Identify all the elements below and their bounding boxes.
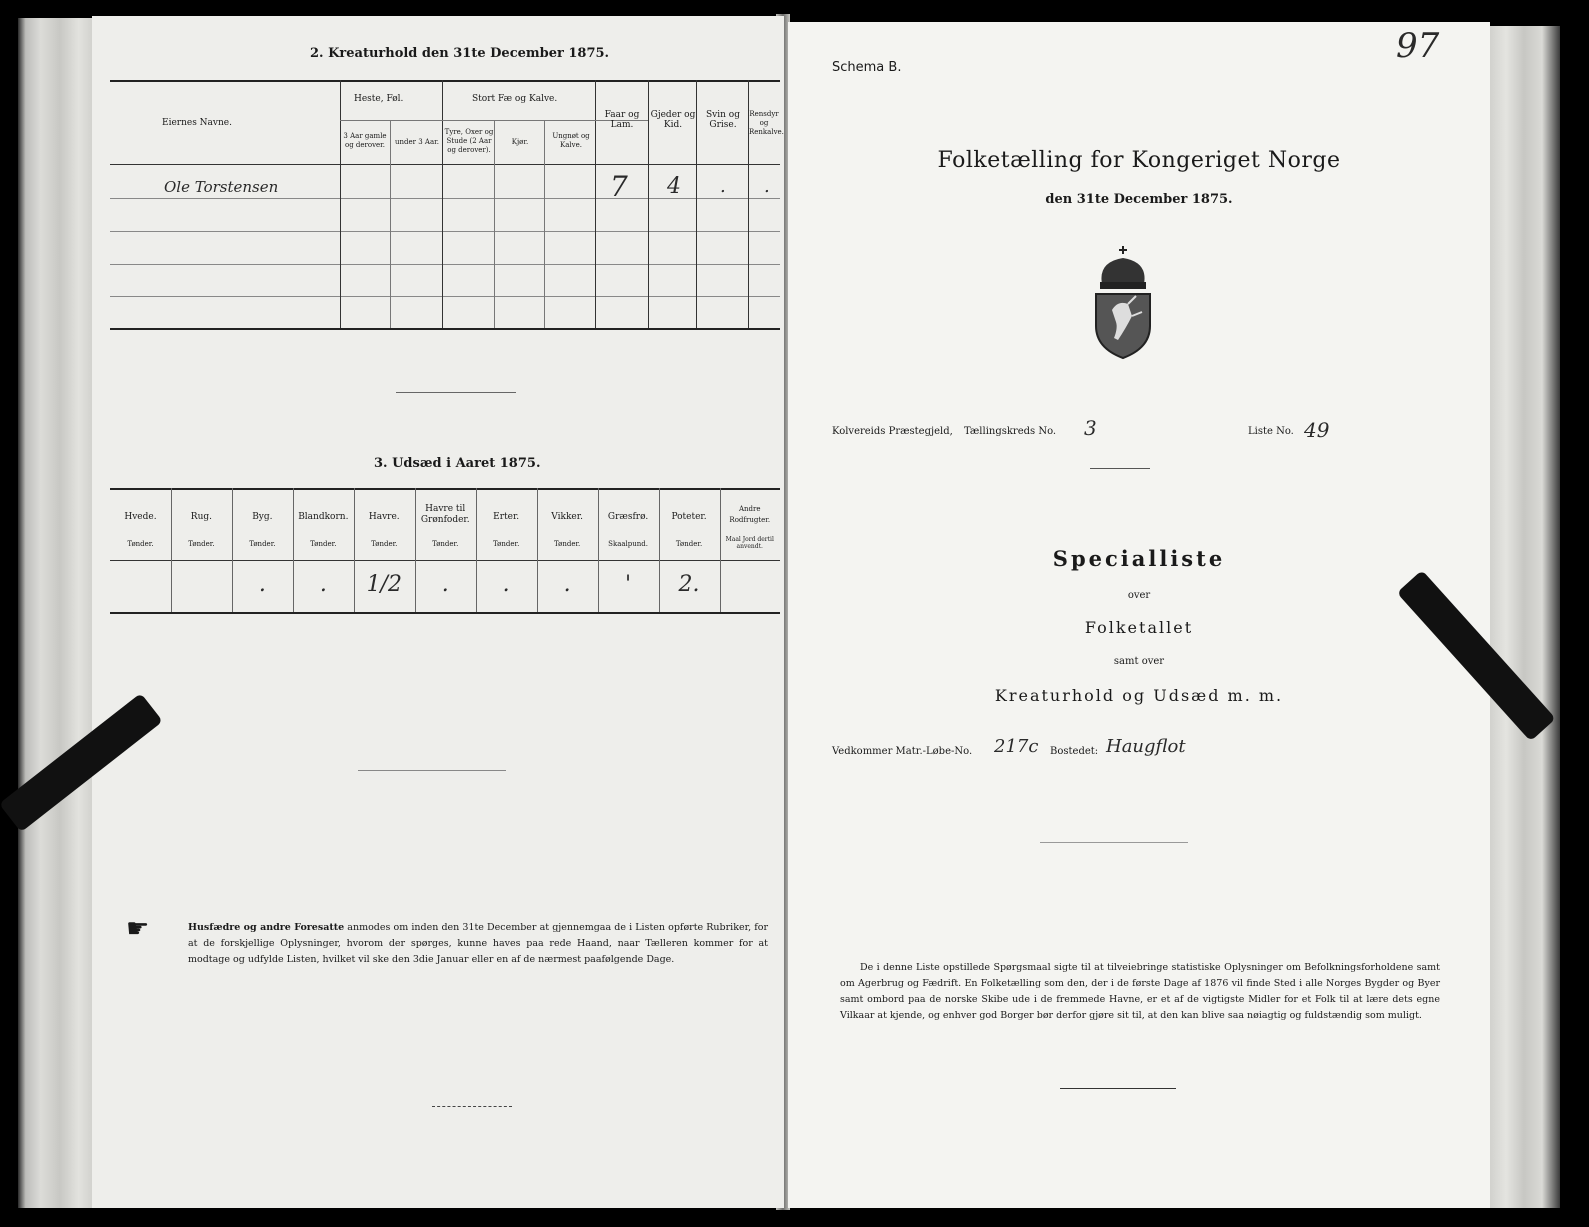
parish-label: Kolvereids Præstegjeld,: [832, 426, 953, 437]
table2-row-rule-4: [110, 296, 780, 297]
col-sheep-header: Faar og Lam.: [604, 110, 640, 130]
table3-col-name: Havre.: [368, 512, 400, 522]
kreaturhold-text: Kreaturhold og Udsæd m. m.: [994, 686, 1284, 705]
separator-mid-right: [1040, 842, 1188, 843]
col-young-cattle-header: Ungnøt og Kalve.: [552, 132, 590, 149]
table3-col-unit: Tønder.: [249, 540, 276, 548]
table3-col-name: Havre til Grønfoder.: [420, 504, 470, 525]
table2-col-line-1: [340, 80, 341, 328]
table3-col-value: .: [258, 572, 266, 597]
right-page-stack: [1488, 26, 1560, 1208]
table3-col-unit: Tønder.: [432, 540, 459, 548]
right-page: [788, 22, 1490, 1208]
page-number: 97: [1396, 26, 1440, 66]
table3-col-unit: Tønder.: [310, 540, 337, 548]
sheep-count-entry: 7: [610, 170, 628, 203]
table3-header-rule: [110, 560, 780, 561]
table2-col-line-6: [595, 80, 596, 328]
pigs-count-entry: .: [720, 176, 726, 197]
list-value: 49: [1304, 418, 1330, 442]
table3-col-unit: Tønder.: [188, 540, 215, 548]
district-value: 3: [1084, 416, 1097, 440]
table3-col-unit: Tønder.: [493, 540, 520, 548]
table3-col-unit: Maal Jord dertil anvendt.: [725, 536, 774, 550]
table3-col-name: Byg.: [252, 512, 273, 522]
separator-long-1: [358, 770, 506, 771]
samt-over-text: samt over: [1113, 656, 1165, 667]
list-label: Liste No.: [1248, 426, 1294, 437]
col-horses-old-header: 3 Aar gamle og derover.: [343, 132, 387, 149]
owner-name-entry: Ole Torstensen: [164, 178, 279, 196]
table3-col-unit: Tønder.: [127, 540, 154, 548]
table3-col-value: .: [563, 572, 571, 597]
table3-col-value: .: [319, 572, 327, 597]
table3-col-value: .: [441, 572, 449, 597]
district-label: Tællingskreds No.: [964, 426, 1057, 437]
over-text-1: over: [1127, 590, 1151, 601]
separator-short-right: [1090, 468, 1150, 469]
table3-col-value: 1/2: [366, 572, 402, 597]
table3-col-name: Hvede.: [124, 512, 157, 522]
notice-bold-lead: Husfædre og andre Foresatte: [188, 922, 345, 933]
table3-col-unit: Skaalpund.: [608, 540, 648, 548]
table3-col-unit: Tønder.: [675, 540, 703, 548]
pointing-hand-icon: ☛: [126, 914, 150, 944]
table2-header-rule: [110, 164, 780, 165]
goats-count-entry: 4: [667, 174, 681, 199]
left-page-stack: [18, 18, 94, 1208]
col-reindeer-header: Rensdyr og Renkalve.: [749, 110, 784, 136]
matr-label: Vedkommer Matr.-Løbe-No.: [832, 746, 973, 757]
table2-bottom-rule: [110, 328, 780, 330]
col-pigs-header: Svin og Grise.: [706, 110, 740, 130]
table3-col-name: Rug.: [190, 512, 212, 522]
notice-body: anmodes om inden den 31te December at gjennemgaa de i Listen opførte Rubriker, for at de forskjellige Oplysninger, hvorom der spørges, kunne haves paa rede Haand, naar Tælleren kommer for at modtage og udfylde Listen, hvilket vil ske den 3die Januar eller en af de nærmest paafølgende Dage.: [188, 922, 768, 965]
table3-col-name: Blandkorn.: [298, 512, 349, 522]
table3-col-value: ': [625, 572, 632, 597]
table2-row-rule-2: [110, 231, 780, 232]
bosted-value: Haugflot: [1106, 736, 1186, 757]
group-horses-header: Heste, Føl.: [354, 94, 404, 104]
table2-top-rule: [110, 80, 780, 82]
table2-col-line-3: [442, 80, 443, 328]
table3-col-unit: Tønder.: [553, 540, 581, 548]
table3-col-name: Erter.: [493, 512, 520, 522]
table3-col-name: Poteter.: [671, 512, 707, 522]
col-bulls-header: Tyre, Oxer og Stude (2 Aar og derover).: [444, 128, 494, 154]
table3-col-name: Græsfrø.: [607, 512, 649, 522]
table3-col-value: .: [502, 572, 510, 597]
schema-label: Schema B.: [832, 60, 902, 75]
folketallet-text: Folketallet: [1084, 618, 1194, 637]
table2-col-line-4: [494, 120, 495, 328]
table2-row-rule-3: [110, 264, 780, 265]
section3-title: 3. Udsæd i Aaret 1875.: [374, 456, 541, 471]
col-goats-header: Gjeder og Kid.: [650, 110, 696, 130]
table3-top-rule: [110, 488, 780, 490]
reindeer-count-entry: .: [764, 176, 770, 197]
table3-col-line: [171, 488, 172, 612]
left-page: [92, 16, 784, 1208]
separator-dotted-bottom: [432, 1106, 512, 1107]
table3-col-name: Vikker.: [551, 512, 583, 522]
footer-paragraph: De i denne Liste opstillede Spørgsmaal sigte til at tilveiebringe statistiske Oplysninger om Befolkningsforholdene samt om Agerbrug og Fædrift. En Folketælling som den, der i de første Dage af 1876 vil finde Sted i alle Norges Bygder og Byer samt ombord paa de norske Skibe ude i de fremmede Havne, er et af de vigtigste Midler for et Folk til at lære dets egne Vilkaar at kjende, og enhver god Borger bør derfor gjøre sit til, at den kan blive saa nøiagtig og fuldstændig som muligt.: [840, 962, 1440, 1021]
table3-bottom-rule: [110, 612, 780, 614]
table2-col-line-2: [390, 120, 391, 328]
table3-col-name: Andre Rodfrugter.: [729, 505, 771, 524]
separator-bottom-right: [1060, 1088, 1176, 1089]
col-horses-young-header: under 3 Aar.: [395, 138, 439, 146]
separator-short-1: [396, 392, 516, 393]
table3-col-unit: Tønder.: [371, 540, 398, 548]
norway-coat-of-arms-icon: [1088, 244, 1158, 360]
main-title: Folketælling for Kongeriget Norge: [937, 148, 1341, 173]
special-title: Specialliste: [1052, 546, 1226, 571]
section2-title: 2. Kreaturhold den 31te December 1875.: [310, 46, 610, 61]
notice-paragraph: [188, 920, 768, 968]
table2-col-line-5: [544, 120, 545, 328]
date-line: den 31te December 1875.: [1045, 192, 1233, 207]
col-owner-header: Eiernes Navne.: [162, 118, 232, 128]
bosted-label: Bostedet:: [1050, 746, 1099, 757]
col-cows-header: Kjør.: [511, 138, 529, 146]
group-cattle-header: Stort Fæ og Kalve.: [472, 94, 558, 104]
matr-value: 217c: [994, 736, 1039, 757]
table3-col-value: 2.: [678, 572, 700, 597]
